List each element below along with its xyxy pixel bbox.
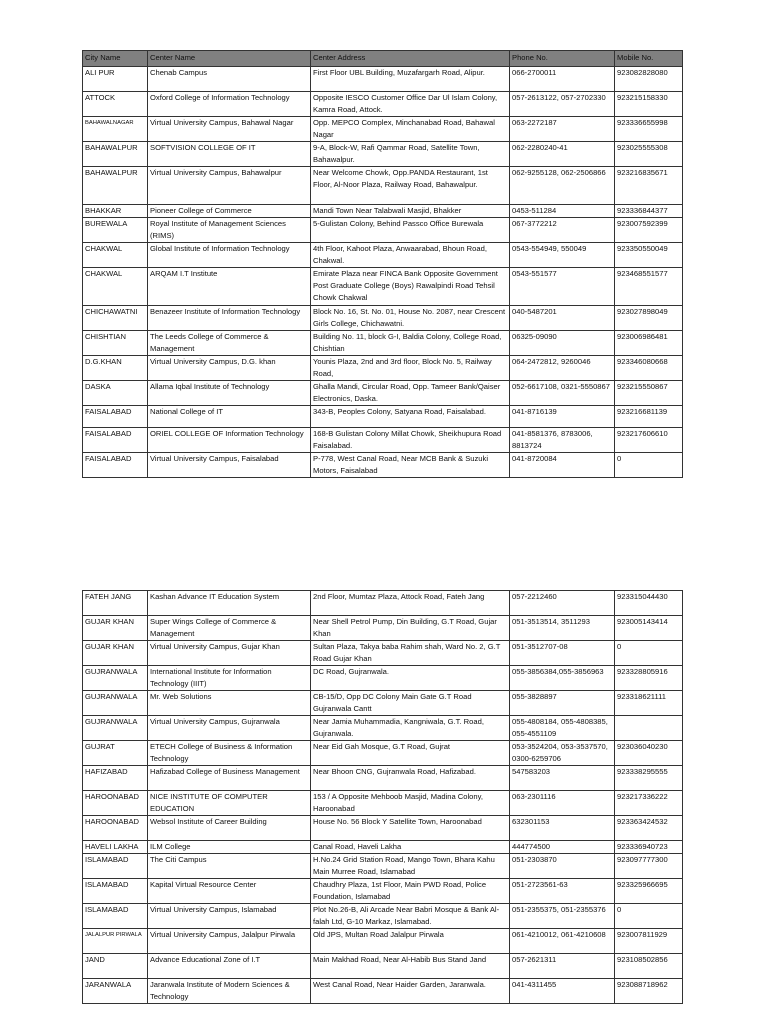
cell-city: BUREWALA (83, 218, 148, 243)
cell-mobile: 923088718962 (615, 979, 683, 1004)
cell-city: GUJRANWALA (83, 666, 148, 691)
cell-center: Royal Institute of Management Sciences (RIMS) (148, 218, 311, 243)
cell-mobile: 923027898049 (615, 306, 683, 331)
cell-city: JARANWALA (83, 979, 148, 1004)
cell-center: Websol Institute of Career Building (148, 816, 311, 841)
table-row (83, 306, 683, 331)
cell-city: GUJRANWALA (83, 716, 148, 741)
cell-center: Allama Iqbal Institute of Technology (148, 381, 311, 406)
cell-city: ISLAMABAD (83, 879, 148, 904)
table-row (83, 854, 683, 879)
table-row (83, 791, 683, 816)
cell-mobile: 923328805916 (615, 666, 683, 691)
cell-center: Benazeer Institute of Information Technology (148, 306, 311, 331)
cell-address: Chaudhry Plaza, 1st Floor, Main PWD Road, Police Foundation, Islamabad (311, 879, 510, 904)
cell-phone: 055-3828897 (510, 691, 615, 716)
cell-city: FAISALABAD (83, 406, 148, 428)
cell-phone: 063-2301116 (510, 791, 615, 816)
header-address: Center Address (311, 51, 510, 67)
cell-city: ISLAMABAD (83, 854, 148, 879)
cell-mobile: 923006986481 (615, 331, 683, 356)
header-center: Center Name (148, 51, 311, 67)
cell-address: Mandi Town Near Talabwali Masjid, Bhakker (311, 205, 510, 218)
cell-center: Jaranwala Institute of Modern Sciences & Technology (148, 979, 311, 1004)
cell-address: First Floor UBL Building, Muzafargarh Road, Alipur. (311, 67, 510, 92)
cell-city: CHAKWAL (83, 243, 148, 268)
cell-address: 9-A, Block-W, Rafi Qammar Road, Satellite Town, Bahawalpur. (311, 142, 510, 167)
table-row (83, 666, 683, 691)
cell-mobile: 923005143414 (615, 616, 683, 641)
table-row (83, 816, 683, 841)
cell-center: SOFTVISION COLLEGE OF IT (148, 142, 311, 167)
cell-city: FAISALABAD (83, 453, 148, 478)
cell-city: D.G.KHAN (83, 356, 148, 381)
table-row (83, 929, 683, 954)
cell-address: Near Welcome Chowk, Opp.PANDA Restaurant, 1st Floor, Al-Noor Plaza, Railway Road, Bahawalpur. (311, 167, 510, 205)
cell-mobile: 923350550049 (615, 243, 683, 268)
cell-city: ISLAMABAD (83, 904, 148, 929)
cell-address: Near Jamia Muhammadia, Kangniwala, G.T. Road, Gujranwala. (311, 716, 510, 741)
cell-mobile: 923468551577 (615, 268, 683, 306)
cell-city: FATEH JANG (83, 591, 148, 616)
table-row (83, 616, 683, 641)
cell-mobile: 923363424532 (615, 816, 683, 841)
header-city: City Name (83, 51, 148, 67)
cell-mobile: 0 (615, 904, 683, 929)
cell-city: BAHAWALPUR (83, 142, 148, 167)
cell-phone: 067-3772212 (510, 218, 615, 243)
cell-phone: 063-2272187 (510, 117, 615, 142)
cell-center: Virtual University Campus, Gujranwala (148, 716, 311, 741)
table-row (83, 92, 683, 117)
table-row (83, 691, 683, 716)
cell-mobile (615, 716, 683, 741)
table-row (83, 591, 683, 616)
cell-phone: 057-2613122, 057-2702330 (510, 92, 615, 117)
cell-center: NICE INSTITUTE OF COMPUTER EDUCATION (148, 791, 311, 816)
cell-city: HAFIZABAD (83, 766, 148, 791)
cell-phone: 051-3513514, 3511293 (510, 616, 615, 641)
cell-center: Advance Educational Zone of I.T (148, 954, 311, 979)
cell-phone: 064-2472812, 9260046 (510, 356, 615, 381)
table-row (83, 205, 683, 218)
table-row (83, 766, 683, 791)
table-row (83, 641, 683, 666)
cell-phone: 051-2355375, 051-2355376 (510, 904, 615, 929)
cell-city: JALALPUR PIRWALA (83, 929, 148, 954)
cell-phone: 06325-09090 (510, 331, 615, 356)
cell-center: The Leeds College of Commerce & Management (148, 331, 311, 356)
header-mobile: Mobile No. (615, 51, 683, 67)
table-row (83, 117, 683, 142)
cell-city: GUJRAT (83, 741, 148, 766)
cell-address: 153 / A Opposite Mehboob Masjid, Madina Colony, Haroonabad (311, 791, 510, 816)
centers-table-1 (82, 50, 683, 478)
cell-phone: 055-4808184, 055-4808385, 055-4551109 (510, 716, 615, 741)
table-row (83, 67, 683, 92)
cell-phone: 057-2212460 (510, 591, 615, 616)
cell-phone: 0543-551577 (510, 268, 615, 306)
cell-phone: 061-4210012, 061-4210608 (510, 929, 615, 954)
table-row (83, 904, 683, 929)
cell-address: 2nd Floor, Mumtaz Plaza, Attock Road, Fateh Jang (311, 591, 510, 616)
cell-phone: 041-8716139 (510, 406, 615, 428)
cell-phone: 051-2303870 (510, 854, 615, 879)
cell-address: Near Bhoon CNG, Gujranwala Road, Hafizabad. (311, 766, 510, 791)
cell-center: Pioneer College of Commerce (148, 205, 311, 218)
cell-center: Virtual University Campus, Jalalpur Pirwala (148, 929, 311, 954)
table-row (83, 218, 683, 243)
cell-address: Opposite IESCO Customer Office Dar Ul Islam Colony, Kamra Road, Attock. (311, 92, 510, 117)
cell-center: Virtual University Campus, Gujar Khan (148, 641, 311, 666)
cell-address: 343-B, Peoples Colony, Satyana Road, Faisalabad. (311, 406, 510, 428)
cell-mobile: 923336655998 (615, 117, 683, 142)
cell-phone: 051-2723561-63 (510, 879, 615, 904)
cell-center: ETECH College of Business & Information Technology (148, 741, 311, 766)
cell-phone: 041-8581376, 8783006, 8813724 (510, 428, 615, 453)
cell-mobile: 923217336222 (615, 791, 683, 816)
cell-address: West Canal Road, Near Haider Garden, Jaranwala. (311, 979, 510, 1004)
header-phone: Phone No. (510, 51, 615, 67)
cell-phone: 041-4311455 (510, 979, 615, 1004)
cell-center: Mr. Web Solutions (148, 691, 311, 716)
cell-phone: 547583203 (510, 766, 615, 791)
cell-mobile: 923338295555 (615, 766, 683, 791)
cell-address: 4th Floor, Kahoot Plaza, Anwaarabad, Bhoun Road, Chakwal. (311, 243, 510, 268)
centers-table-2 (82, 590, 683, 1004)
cell-center: National College of IT (148, 406, 311, 428)
cell-city: GUJRANWALA (83, 691, 148, 716)
cell-address: CB-15/D, Opp DC Colony Main Gate G.T Road Gujranwala Cantt (311, 691, 510, 716)
cell-city: BAHAWALPUR (83, 167, 148, 205)
cell-city: CHISHTIAN (83, 331, 148, 356)
cell-address: Canal Road, Haveli Lakha (311, 841, 510, 854)
cell-mobile: 923336844377 (615, 205, 683, 218)
cell-phone: 632301153 (510, 816, 615, 841)
cell-mobile: 923215550867 (615, 381, 683, 406)
cell-center: ORIEL COLLEGE OF Information Technology (148, 428, 311, 453)
table-row (83, 453, 683, 478)
cell-phone: 052-6617108, 0321-5550867 (510, 381, 615, 406)
cell-phone: 041-8720084 (510, 453, 615, 478)
table-row (83, 741, 683, 766)
cell-address: Ghalla Mandi, Circular Road, Opp. Tameer Bank/Qaiser Electronics, Daska. (311, 381, 510, 406)
cell-city: CHICHAWATNI (83, 306, 148, 331)
cell-mobile: 923216681139 (615, 406, 683, 428)
table-row (83, 406, 683, 428)
table-row (83, 954, 683, 979)
cell-mobile: 923336940723 (615, 841, 683, 854)
cell-city: ALI PUR (83, 67, 148, 92)
table-row (83, 879, 683, 904)
cell-address: 5-Gulistan Colony, Behind Passco Office Burewala (311, 218, 510, 243)
cell-city: HAROONABAD (83, 816, 148, 841)
cell-phone: 051-3512707-08 (510, 641, 615, 666)
table-row (83, 841, 683, 854)
cell-city: GUJAR KHAN (83, 616, 148, 641)
cell-city: BHAKKAR (83, 205, 148, 218)
cell-mobile: 923007592399 (615, 218, 683, 243)
cell-center: Hafizabad College of Business Management (148, 766, 311, 791)
cell-center: Global Institute of Information Technology (148, 243, 311, 268)
cell-phone: 444774500 (510, 841, 615, 854)
cell-address: Building No. 11, block G-I, Baldia Colony, College Road, Chishtian (311, 331, 510, 356)
cell-mobile: 923007811929 (615, 929, 683, 954)
cell-address: Opp. MEPCO Complex, Minchanabad Road, Bahawal Nagar (311, 117, 510, 142)
cell-center: Chenab Campus (148, 67, 311, 92)
cell-city: ATTOCK (83, 92, 148, 117)
cell-center: Virtual University Campus, D.G. khan (148, 356, 311, 381)
cell-phone: 066-2700011 (510, 67, 615, 92)
cell-center: Oxford College of Information Technology (148, 92, 311, 117)
cell-mobile: 0 (615, 453, 683, 478)
cell-city: HAROONABAD (83, 791, 148, 816)
cell-mobile: 923315044430 (615, 591, 683, 616)
header-row (83, 51, 683, 67)
table-row (83, 268, 683, 306)
cell-center: Virtual University Campus, Faisalabad (148, 453, 311, 478)
cell-mobile: 923025555308 (615, 142, 683, 167)
cell-city: GUJAR KHAN (83, 641, 148, 666)
cell-mobile: 923036040230 (615, 741, 683, 766)
cell-mobile: 0 (615, 641, 683, 666)
cell-address: Block No. 16, St. No. 01, House No. 2087, near Crescent Girls College, Chichawatni. (311, 306, 510, 331)
cell-address: Main Makhad Road, Near Al-Habib Bus Stand Jand (311, 954, 510, 979)
cell-address: DC Road, Gujranwala. (311, 666, 510, 691)
table-row (83, 356, 683, 381)
cell-mobile: 923082828080 (615, 67, 683, 92)
cell-phone: 0543-554949, 550049 (510, 243, 615, 268)
table-row (83, 716, 683, 741)
cell-city: BAHAWALNAGAR (83, 117, 148, 142)
cell-address: Old JPS, Multan Road Jalalpur Pirwala (311, 929, 510, 954)
cell-phone: 062-2280240-41 (510, 142, 615, 167)
cell-city: FAISALABAD (83, 428, 148, 453)
table-row (83, 142, 683, 167)
cell-mobile: 923097777300 (615, 854, 683, 879)
table-row (83, 979, 683, 1004)
cell-address: Near Eid Gah Mosque, G.T Road, Gujrat (311, 741, 510, 766)
table-row (83, 381, 683, 406)
cell-address: House No. 56 Block Y Satellite Town, Haroonabad (311, 816, 510, 841)
cell-address: 168-B Gulistan Colony Millat Chowk, Sheikhupura Road Faisalabad. (311, 428, 510, 453)
cell-city: HAVELI LAKHA (83, 841, 148, 854)
cell-mobile: 923325966695 (615, 879, 683, 904)
cell-mobile: 923216835671 (615, 167, 683, 205)
cell-phone: 053-3524204, 053-3537570, 0300-6259706 (510, 741, 615, 766)
cell-center: Virtual University Campus, Bahawalpur (148, 167, 311, 205)
cell-address: H.No.24 Grid Station Road, Mango Town, Bhara Kahu Main Murree Road, Islamabad (311, 854, 510, 879)
cell-address: Plot No.26-B, Ali Arcade Near Babri Mosque & Bank Al-falah Ltd, G-10 Markaz, Islamabad. (311, 904, 510, 929)
cell-center: International Institute for Information Technology (IIIT) (148, 666, 311, 691)
cell-address: Near Shell Petrol Pump, Din Building, G.T Road, Gujar Khan (311, 616, 510, 641)
cell-center: Virtual University Campus, Bahawal Nagar (148, 117, 311, 142)
cell-phone: 0453-511284 (510, 205, 615, 218)
cell-address: Emirate Plaza near FINCA Bank Opposite Government Post Graduate College (Boys) Rawalpindi Road Tehsil Chowk Chakwal (311, 268, 510, 306)
cell-phone: 040-5487201 (510, 306, 615, 331)
cell-mobile: 923108502856 (615, 954, 683, 979)
cell-city: CHAKWAL (83, 268, 148, 306)
cell-center: The Citi Campus (148, 854, 311, 879)
cell-city: JAND (83, 954, 148, 979)
cell-city: DASKA (83, 381, 148, 406)
cell-phone: 055-3856384,055-3856963 (510, 666, 615, 691)
cell-phone: 062-9255128, 062-2506866 (510, 167, 615, 205)
table-row (83, 167, 683, 205)
cell-mobile: 923346080668 (615, 356, 683, 381)
cell-address: Younis Plaza, 2nd and 3rd floor, Block No. 5, Railway Road, (311, 356, 510, 381)
cell-center: Kashan Advance IT Education System (148, 591, 311, 616)
cell-address: P-778, West Canal Road, Near MCB Bank & Suzuki Motors, Faisalabad (311, 453, 510, 478)
cell-center: ILM College (148, 841, 311, 854)
cell-center: Kapital Virtual Resource Center (148, 879, 311, 904)
cell-mobile: 923215158330 (615, 92, 683, 117)
cell-center: Super Wings College of Commerce & Management (148, 616, 311, 641)
cell-mobile: 923318621111 (615, 691, 683, 716)
cell-mobile: 923217606610 (615, 428, 683, 453)
cell-phone: 057-2621311 (510, 954, 615, 979)
table-row (83, 331, 683, 356)
cell-center: Virtual University Campus, Islamabad (148, 904, 311, 929)
cell-address: Sultan Plaza, Takya baba Rahim shah, Ward No. 2, G.T Road Gujar Khan (311, 641, 510, 666)
cell-center: ARQAM I.T Institute (148, 268, 311, 306)
table-row (83, 428, 683, 453)
table-row (83, 243, 683, 268)
